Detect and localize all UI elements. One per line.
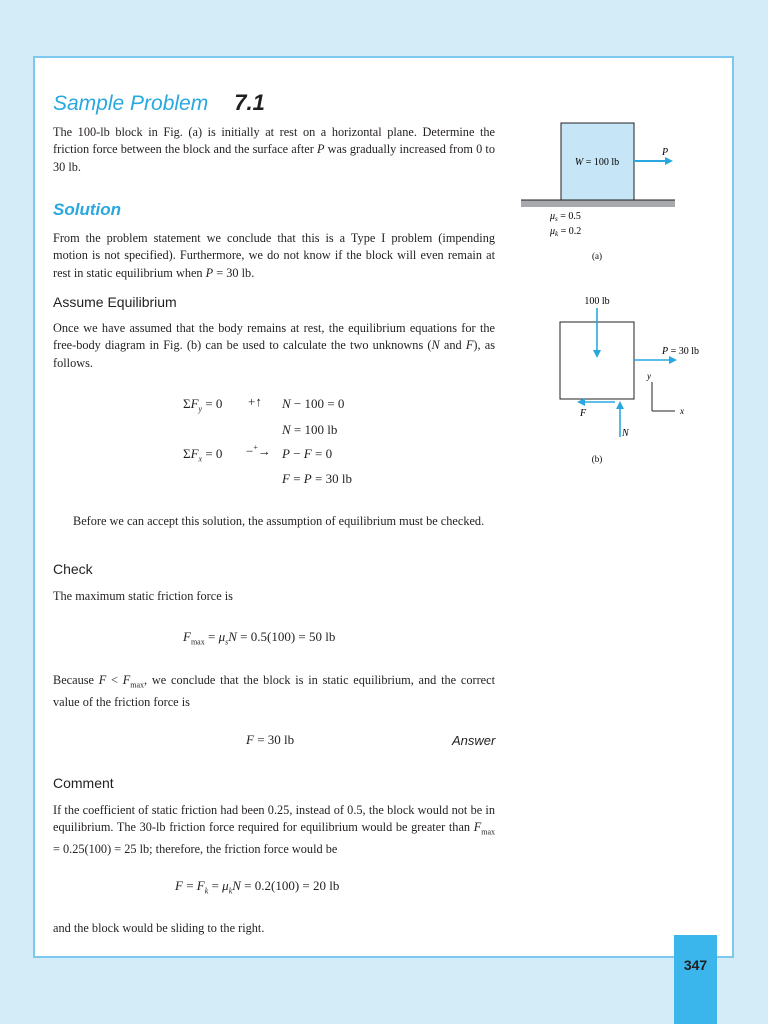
eq-n-minus-100: N − 100 = 0 [282,396,345,411]
final-paragraph: and the block would be sliding to the right. [53,921,265,935]
check-paragraph: The maximum static friction force is [53,589,233,603]
x-axis-label: x [680,406,684,416]
eq-fmax: $F_{max} = \mu_sN = 0.5(100) = 50$ lb [183,629,336,647]
eq-sum-fx: $\Sigma F_x = 0$ [183,446,223,464]
p-arrowhead [669,356,677,364]
comment-heading: Comment [53,775,114,791]
caption-a: (a) [592,251,602,261]
answer-equation: F = 30 lb [246,732,295,747]
solution-paragraph: From the problem statement we conclude that this is a Type I problem (impending motion is not specified). Furthermore, we do not know if the block will even remain at rest in static equilibrium when P = 30 lb. [53,231,495,280]
force-p-arrowhead [665,157,673,165]
eq-kinetic: $F = F_k = \mu_kN = 0.2(100) = 20$ lb [175,878,340,896]
p-value-label: P = 30 lb [662,346,700,357]
friction-label: F [580,408,587,419]
mu-s-label: $\mu_s = 0.5$ [550,211,581,223]
title-text: Sample Problem [53,92,209,115]
right-arrow-icon: −+→ [246,443,271,459]
top-load-label: 100 lb [584,296,610,307]
check-heading: Check [53,561,93,577]
eq-sum-fy: $\Sigma F_y = 0$ [183,396,223,414]
assume-paragraph: Once we have assumed that the body remains at rest, the equilibrium equations for the free-body diagram in Fig. (b) can be used to calculate the two unknowns (N and F), as follows. [53,321,495,370]
after-paragraph: Before we can accept this solution, the assumption of equilibrium must be checked. [73,514,485,528]
eq-f-value: F = P = 30 lb [282,471,352,486]
page-number: 347 [683,957,708,973]
up-arrow-icon: +↑ [248,394,262,409]
normal-label: N [622,428,629,439]
mu-k-label: $\mu_k = 0.2$ [550,226,582,238]
comment-paragraph: If the coefficient of static friction had been 0.25, instead of 0.5, the block would not be in equilibrium. The 30-lb friction force required for equilibrium would be greater than $F_{max} = 0.25(100) = 25$ lb; therefore, the friction force would be [53,803,495,857]
page-title [53,90,265,116]
y-axis-label: y [647,371,651,381]
answer-label: Answer [452,733,496,748]
force-p-label: P [662,147,669,158]
check-paragraph-2: Because $F < F_{max}$, we conclude that the block is in static equilibrium, and the correct value of the friction force is [53,673,495,709]
weight-arrowhead [593,350,601,358]
weight-label: W = 100 lb [574,157,620,168]
ground-surface [521,200,675,207]
figure-b [545,290,725,470]
problem-number: 7.1 [234,90,265,115]
normal-arrowhead [616,401,624,409]
page-number-tab [674,935,717,1024]
solution-heading: Solution [53,200,121,219]
intro-paragraph: The 100-lb block in Fig. (a) is initially at rest on a horizontal plane. Determine the friction force between the block and the surface after P was gradually increased from 0 to 30 lb. [53,125,495,174]
assume-heading: Assume Equilibrium [53,294,177,310]
eq-n-value: N = 100 lb [282,422,338,437]
caption-b: (b) [591,454,603,464]
eq-p-minus-f: P − F = 0 [282,446,333,461]
figure-a [515,115,685,270]
